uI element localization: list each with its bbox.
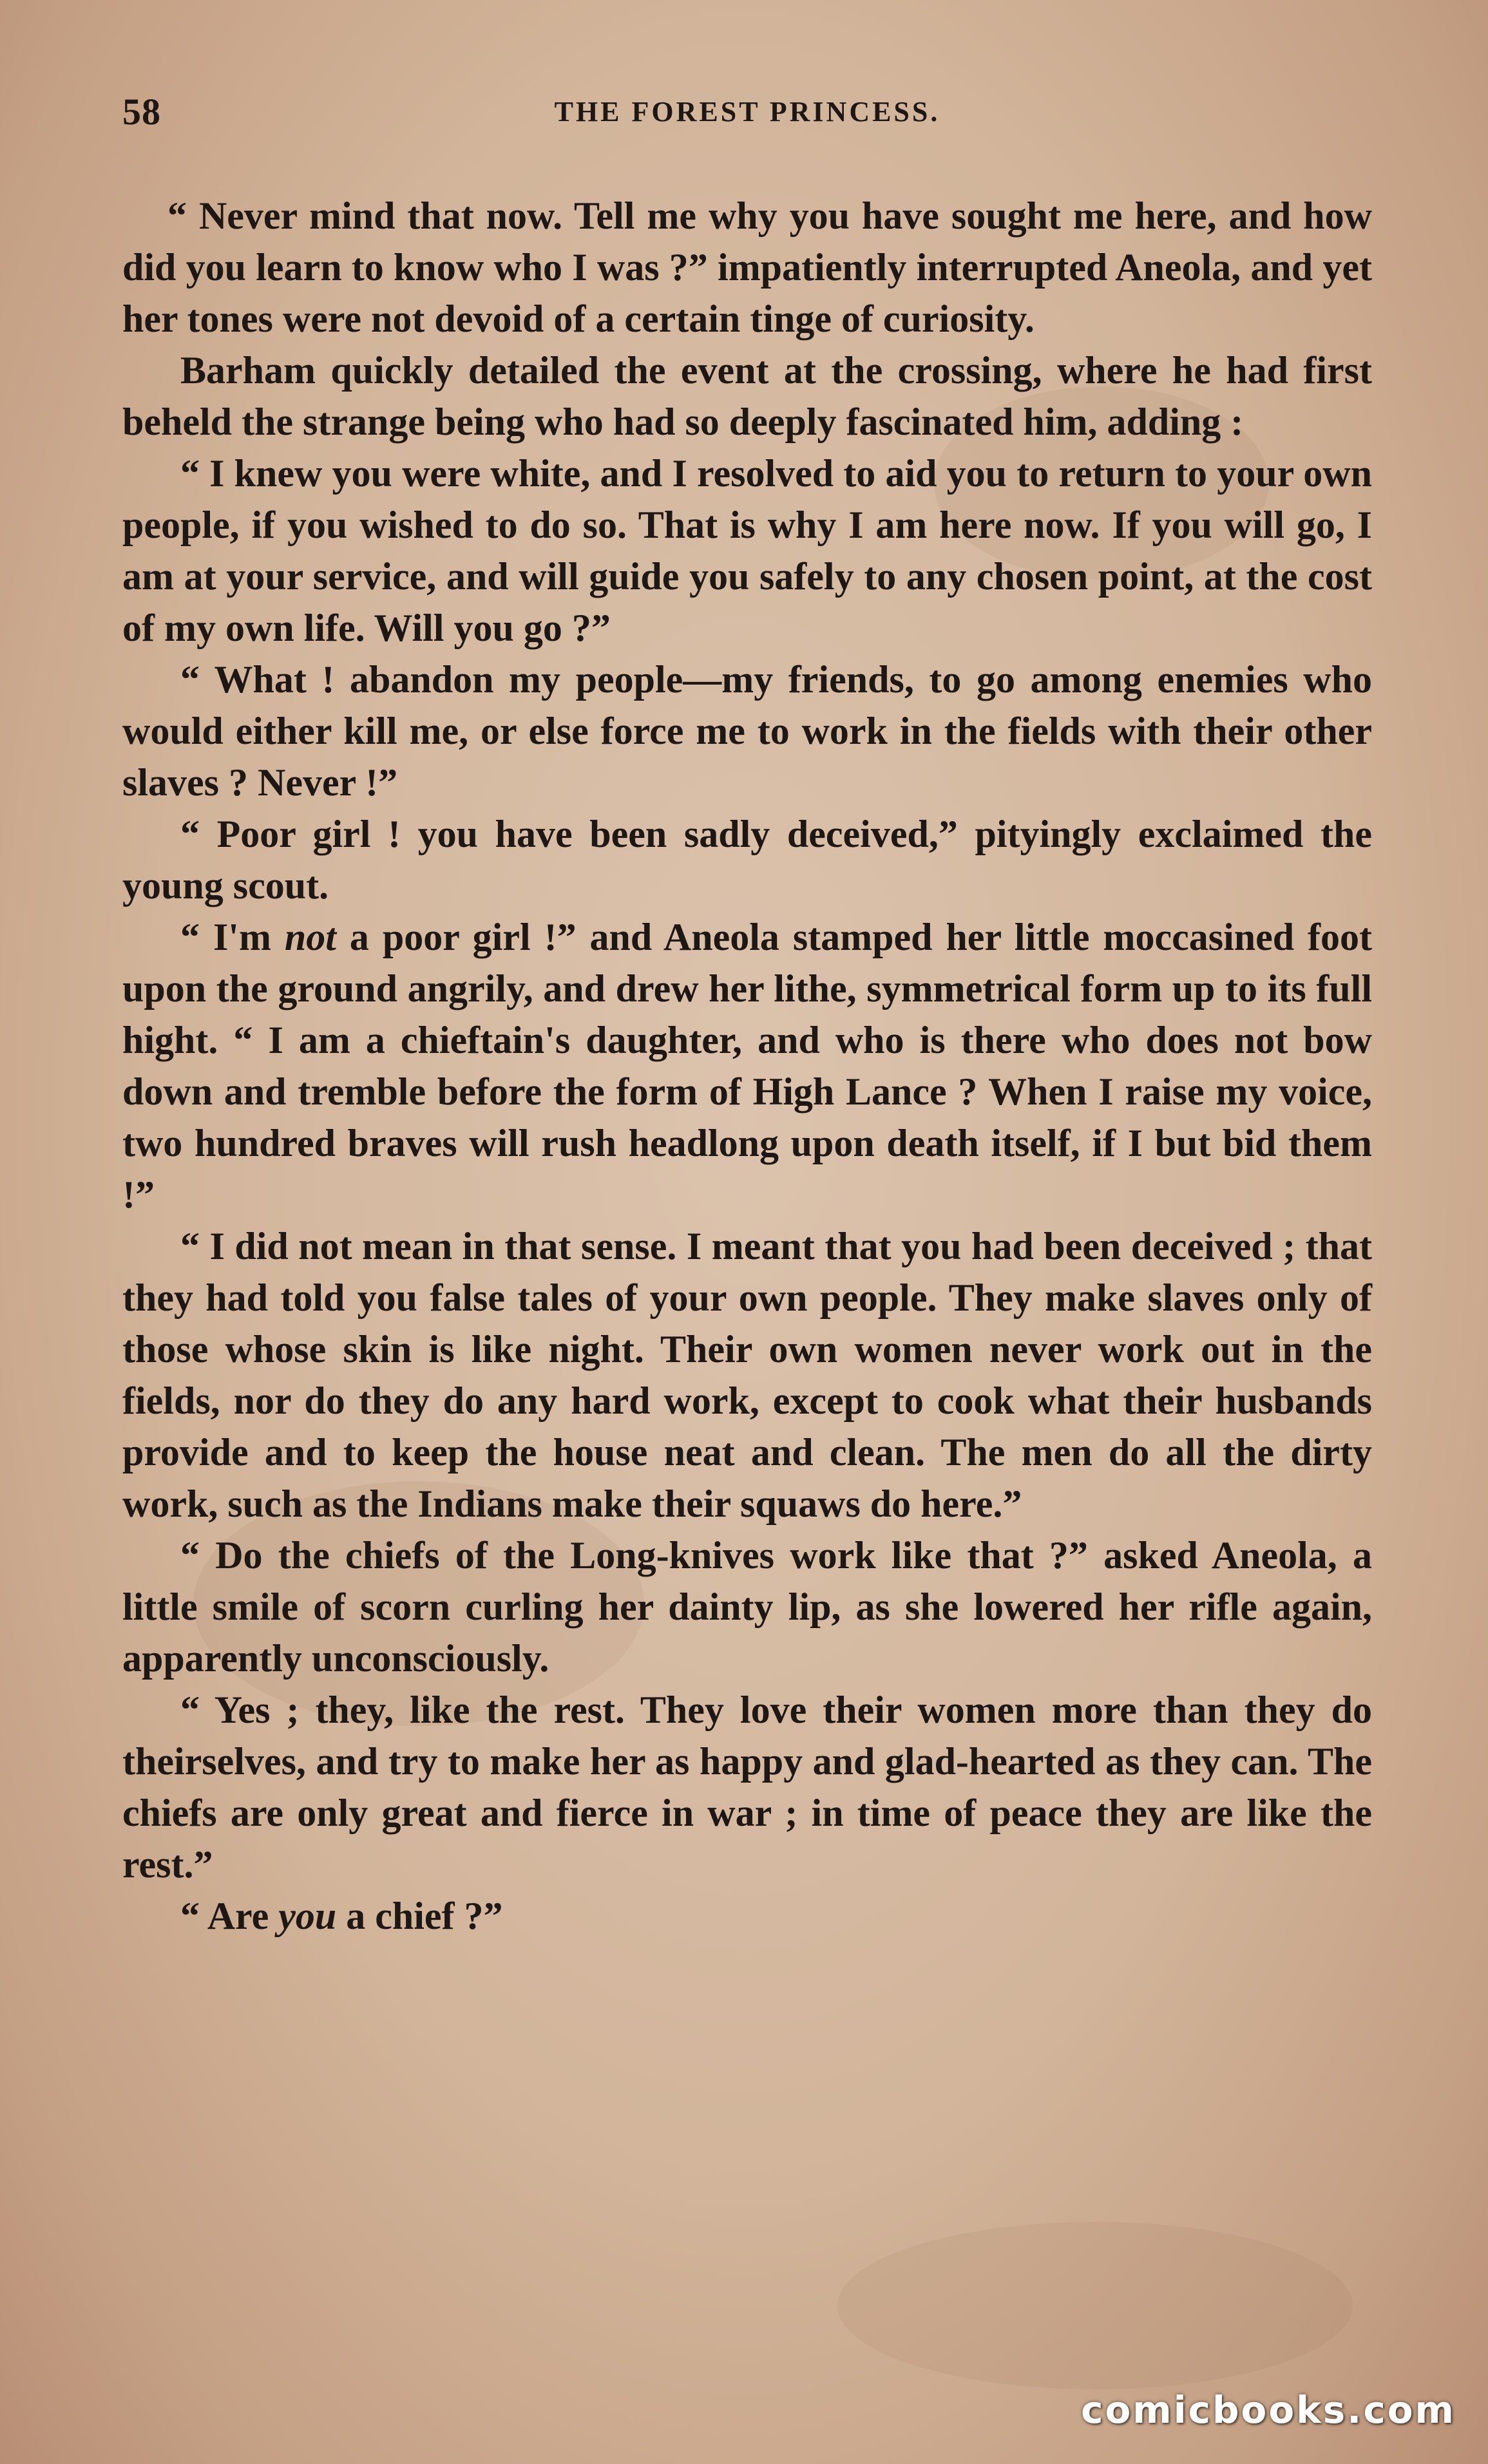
paragraph-text: “ I'm [180, 916, 285, 958]
emphasis-text: not [284, 916, 336, 958]
paragraph [122, 911, 1372, 1220]
paragraph: “ I did not mean in that sense. I meant that you had been deceived ; that they had told you false tales of your own people. They make slaves only of those whose skin is like night. Their own women never work out in the fields, nor do they do any hard work, except to cook what their husbands provide and to keep the house neat and clean. The men do all the dirty work, such as the Indians make their squaws do here.” [122, 1225, 1372, 1525]
paragraph: “ Do the chiefs of the Long-knives work like that ?” asked Aneola, a little smile of scorn curling her dainty lip, as she lowered her rifle again, apparently unconsciously. [122, 1534, 1372, 1680]
paper-stain [837, 2222, 1353, 2389]
paragraph: Barham quickly detailed the event at the crossing, where he had first beheld the strange being who had so deeply fascinated him, adding : [122, 349, 1372, 443]
paragraph-text: a poor girl !” and Aneola stamped her little moccasined foot upon the ground angrily, and drew her lithe, symmetrical form up to its full hight. “ I am a chieftain's daughter, and who is there who does not bow down and tremble before the form of High Lance ? When I raise my voice, two hundred braves will rush headlong upon death itself, if I but bid them !” [122, 916, 1373, 1216]
paragraph: “ Poor girl ! you have been sadly deceived,” pityingly exclaimed the young scout. [122, 813, 1372, 907]
paragraph-text: “ Are [180, 1895, 279, 1937]
paragraph: “ Never mind that now. Tell me why you have sought me here, and how did you learn to know who I was ?” impatiently interrupted Aneola, and yet her tones were not devoid of a certain tinge of curiosity. [122, 194, 1372, 340]
paragraph: “ I knew you were white, and I resolved to aid you to return to your own people, if you wished to do so. That is why I am here now. If you will go, I am at your service, and will guide you safely to any chosen point, at the cost of my own life. Will you go ?” [122, 452, 1372, 649]
paragraph: “ What ! abandon my people—my friends, to go among enemies who would either kill me, or else force me to work in the fields with their other slaves ? Never !” [122, 658, 1372, 804]
running-head [122, 90, 1372, 142]
page-number: 58 [122, 91, 161, 133]
emphasis-text: you [278, 1895, 337, 1937]
running-title: THE FOREST PRINCESS. [554, 96, 940, 128]
paragraph-text: a chief ?” [336, 1895, 503, 1937]
text-body [122, 190, 1372, 1942]
paragraph [122, 1890, 1372, 1942]
paragraph: “ Yes ; they, like the rest. They love their women more than they do theirselves, and try to make her as happy and glad-hearted as they can. The chiefs are only great and fierce in war ; in time of peace they are like the rest.” [122, 1689, 1372, 1886]
watermark: comicbooks.com [1081, 2388, 1456, 2432]
